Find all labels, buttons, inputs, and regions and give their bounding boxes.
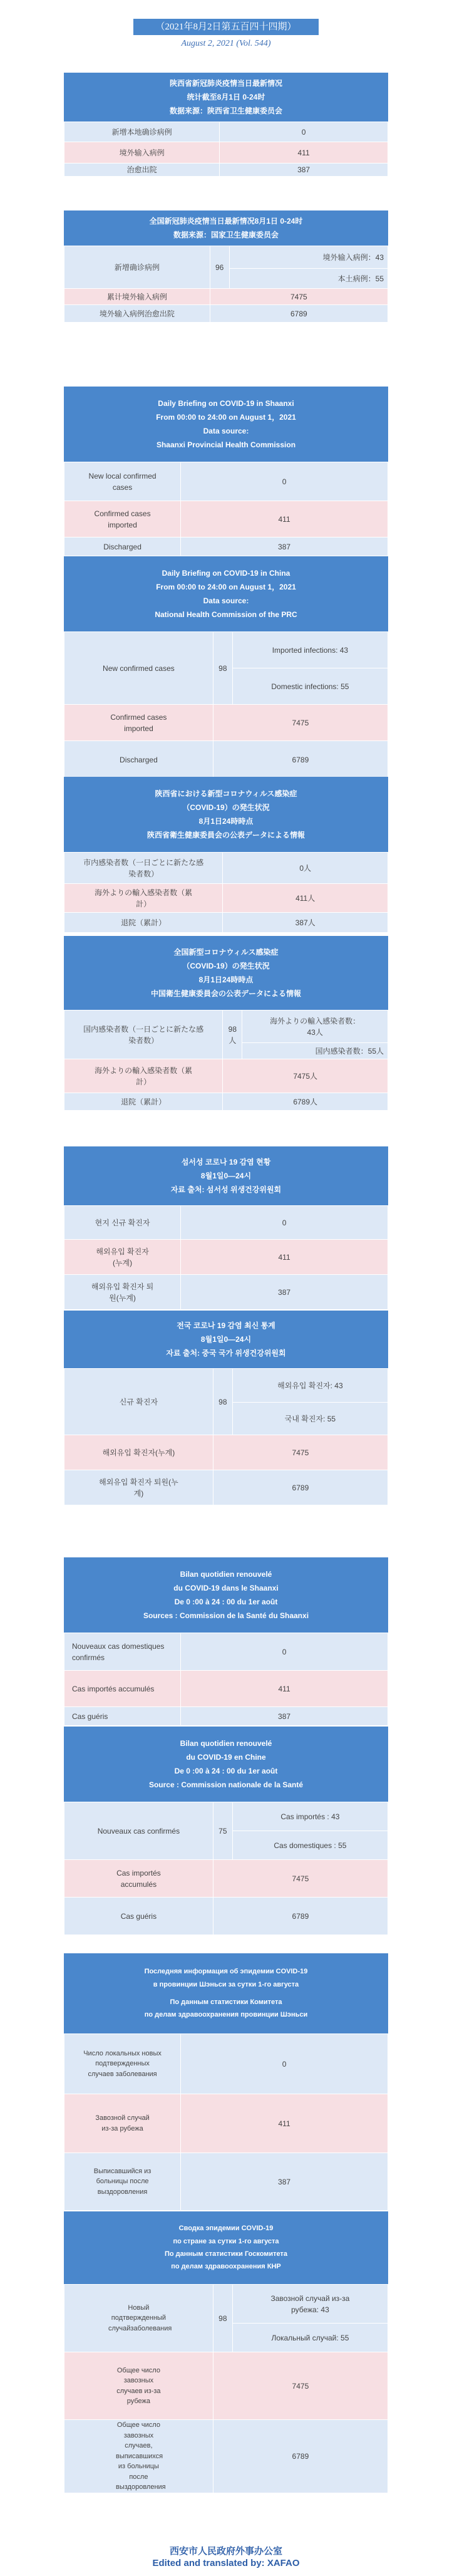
kr-china-section [64,1311,388,1505]
row-label: Discharged [64,538,181,556]
row-value: 7475 [210,289,388,305]
table-row [64,2285,388,2324]
en-china-section [64,556,388,779]
table-row [64,164,388,177]
table-row [64,2034,388,2094]
table-row [64,1633,388,1671]
en-shaanxi-section [64,387,388,556]
row-label: 해외유입 확진자 퇴원(누계) [64,1275,181,1310]
table-row [64,884,388,913]
fr-shaanxi-table [64,1633,388,1726]
row-value: 387 [181,1707,388,1726]
row-value: 0 [181,462,388,501]
row-value: 96 [210,246,229,289]
row-label: Общее число завозных случаев из-за рубежа [64,2352,213,2420]
table-row [64,2420,388,2493]
table-row [64,1671,388,1707]
row-label: Общее число завозных случаев, выписавшихся из больницы после выздоровления [64,2420,213,2493]
fr-china-section [64,1727,388,1935]
row-label: 海外よりの輸入感染者数（累計） [64,884,223,913]
ru-shaanxi-header: Последняя информация об эпидемии COVID-19 в провинции Шэньси за сутки 1-го августа По данным статистики Комитета по делам здравоохранения провинции Шэньси [64,1953,388,2033]
cn-china-header: 全国新冠肺炎疫情当日最新情况8月1日 0-24时 数据来源：国家卫生健康委员会 [64,210,388,246]
table-row [64,1010,388,1043]
table-row [64,1369,388,1403]
jp-china-section [64,936,388,1111]
fr-china-table [64,1802,388,1935]
jp-shaanxi-section [64,777,388,933]
row-sub-value: 本土病例：55 [229,269,388,289]
row-value: 75 [213,1802,232,1860]
row-value: 7475 [213,2352,388,2420]
en-china-table [64,631,388,779]
row-label: 海外よりの輸入感染者数（累計） [64,1059,223,1093]
row-label: 현지 신규 확진자 [64,1206,181,1240]
row-label: 治愈出院 [64,164,220,177]
row-value: 0 [220,122,388,142]
row-sub-value: Локальный случай: 55 [232,2324,388,2352]
table-row [64,289,388,305]
footer-office: 西安市人民政府外事办公室 [169,2547,282,2557]
kr-china-header: 전국 코로나 19 감염 최신 통계 8월1일0—24시 자료 출처: 중국 국가 위생건강위원회 [64,1311,388,1368]
issue-date-cn: （2021年8月2日第五百四十四期） [133,19,319,35]
row-label: Cas guéris [64,1707,181,1726]
row-sub-value: Cas importés : 43 [232,1802,388,1831]
row-label: Число локальных новых подтвержденных случаев заболевания [64,2034,181,2094]
cn-shaanxi-section [64,73,388,177]
table-row [64,462,388,501]
row-sub-value: 국내 확진자: 55 [232,1403,388,1435]
row-sub-value: Imported infections: 43 [232,632,388,668]
en-shaanxi-table [64,462,388,556]
row-value: 6789 [213,1898,388,1935]
table-row [64,122,388,142]
row-label: 市内感染者数（一日ごとに新たな感染者数） [64,853,223,884]
ru-china-section [64,2211,388,2493]
jp-shaanxi-table [64,852,388,933]
row-value: 411 [181,1240,388,1275]
table-row [64,1802,388,1831]
jp-china-header: 全国新型コロナウィルス感染症 （COVID-19）の発生状況 8月1日24時時点 中国衛生健康委員会の公表データによる情報 [64,936,388,1010]
table-row [64,142,388,164]
row-value: 7475 [213,1860,388,1898]
kr-shaanxi-table [64,1205,388,1310]
row-label: 境外输入病例治愈出院 [64,305,210,323]
row-value: 387 [181,1275,388,1310]
row-label: 해외유입 확진자 퇴원(누계) [64,1470,213,1505]
row-label: Cas guéris [64,1898,213,1935]
table-row [64,1059,388,1093]
row-value: 98 [213,1369,232,1435]
row-label: 新增确诊病例 [64,246,210,289]
table-row [64,1470,388,1505]
fr-shaanxi-header: Bilan quotidien renouvelé du COVID-19 dans le Shaanxi De 0 :00 à 24 : 00 du 1er août Sources : Commission de la Santé du Shaanxi [64,1557,388,1633]
table-row [64,1860,388,1898]
table-row [64,1240,388,1275]
row-value: 0人 [223,853,388,884]
row-label: Завозной случай из-за рубежа [64,2094,181,2153]
table-row [64,632,388,668]
jp-china-table [64,1010,388,1111]
row-label: Выписавшийся из больницы после выздоровления [64,2153,181,2211]
row-label: Новый подтвержденный случайзаболевания [64,2285,213,2352]
row-label: 退院（累計） [64,1093,223,1111]
table-row [64,705,388,741]
cn-china-section [64,210,388,323]
row-value: 98 [213,2285,232,2352]
row-value: 6789 [213,741,388,779]
fr-china-header: Bilan quotidien renouvelé du COVID-19 en Chine De 0 :00 à 24 : 00 du 1er août Source : Commission nationale de la Santé [64,1727,388,1802]
row-value: 411人 [223,884,388,913]
row-value: 6789 [210,305,388,323]
row-label: 累计境外输入病例 [64,289,210,305]
table-row [64,538,388,556]
table-row [64,1898,388,1935]
row-label: 해외유입 확진자(누계) [64,1240,181,1275]
kr-china-table [64,1368,388,1505]
row-value: 98人 [223,1010,242,1059]
row-value: 0 [181,1206,388,1240]
table-row [64,1707,388,1726]
row-value: 7475人 [223,1059,388,1093]
row-label: 해외유입 확진자(누계) [64,1435,213,1470]
ru-china-header: Сводка эпидемии COVID-19 по стране за сутки 1-го августа По данным статистики Госкомитета по делам здравоохранения КНР [64,2211,388,2284]
table-row [64,853,388,884]
ru-shaanxi-table [64,2033,388,2211]
row-value: 6789人 [223,1093,388,1111]
cn-shaanxi-table [64,122,388,177]
row-label: Discharged [64,741,213,779]
row-sub-value: 해외유입 확진자: 43 [232,1369,388,1403]
row-label: Confirmed cases imported [64,501,181,538]
row-value: 7475 [213,1435,388,1470]
row-sub-value: 国内感染者数：55人 [242,1043,388,1059]
row-label: 新增本地确诊病例 [64,122,220,142]
row-sub-value: 境外输入病例：43 [229,246,388,269]
row-value: 387 [181,2153,388,2211]
table-row [64,246,388,269]
row-sub-value: Завозной случай из-за рубежа: 43 [232,2285,388,2324]
table-row [64,741,388,779]
footer-credit: Edited and translated by: XAFAO [152,2558,300,2568]
table-row [64,1206,388,1240]
table-row [64,2352,388,2420]
row-sub-value: 海外よりの輸入感染者数：43人 [242,1010,388,1043]
row-value: 411 [181,1671,388,1707]
row-label: Confirmed cases imported [64,705,213,741]
row-value: 7475 [213,705,388,741]
table-row [64,2094,388,2153]
jp-shaanxi-header: 陝西省における新型コロナウィルス感染症 （COVID-19）の発生状況 8月1日24時時点 陝西省衛生健康委員会の公表データによる情報 [64,777,388,852]
row-value: 98 [213,632,232,705]
row-label: Cas importés accumulés [64,1671,181,1707]
row-value: 0 [181,2034,388,2094]
row-label: Cas importés accumulés [64,1860,213,1898]
row-value: 387 [220,164,388,177]
kr-shaanxi-section [64,1146,388,1310]
table-row [64,2153,388,2211]
row-value: 387人 [223,913,388,933]
row-label: 退院（累計） [64,913,223,933]
ru-shaanxi-section [64,1953,388,2211]
row-value: 0 [181,1633,388,1671]
fr-shaanxi-section [64,1557,388,1726]
row-sub-value: Cas domestiques : 55 [232,1831,388,1860]
row-value: 387 [181,538,388,556]
row-label: New confirmed cases [64,632,213,705]
en-shaanxi-header: Daily Briefing on COVID-19 in Shaanxi From 00:00 to 24:00 on August 1，2021 Data source: Shaanxi Provincial Health Commission [64,387,388,462]
table-row [64,1435,388,1470]
table-row [64,1093,388,1111]
table-row [64,1275,388,1310]
issue-date-en: August 2, 2021 (Vol. 544) [181,39,271,48]
row-label: Nouveaux cas domestiques confirmés [64,1633,181,1671]
row-value: 411 [181,501,388,538]
ru-china-table [64,2284,388,2493]
row-label: New local confirmed cases [64,462,181,501]
row-value: 411 [220,142,388,164]
table-row [64,305,388,323]
row-value: 6789 [213,1470,388,1505]
row-sub-value: Domestic infections: 55 [232,668,388,705]
row-label: 신규 확진자 [64,1369,213,1435]
row-label: 境外输入病例 [64,142,220,164]
row-value: 411 [181,2094,388,2153]
table-row [64,913,388,933]
table-row [64,501,388,538]
row-label: 国内感染者数（一日ごとに新たな感染者数） [64,1010,223,1059]
en-china-header: Daily Briefing on COVID-19 in China From 00:00 to 24:00 on August 1，2021 Data source: National Health Commission of the PRC [64,556,388,631]
kr-shaanxi-header: 섬서성 코로나 19 감염 현황 8월1일0—24시 자료 출처: 섬서성 위생건강위원회 [64,1146,388,1205]
cn-shaanxi-header: 陕西省新冠肺炎疫情当日最新情况 统计截至8月1日 0-24时 数据来源：陕西省卫生健康委员会 [64,73,388,122]
cn-china-table [64,246,388,323]
row-value: 6789 [213,2420,388,2493]
row-label: Nouveaux cas confirmés [64,1802,213,1860]
